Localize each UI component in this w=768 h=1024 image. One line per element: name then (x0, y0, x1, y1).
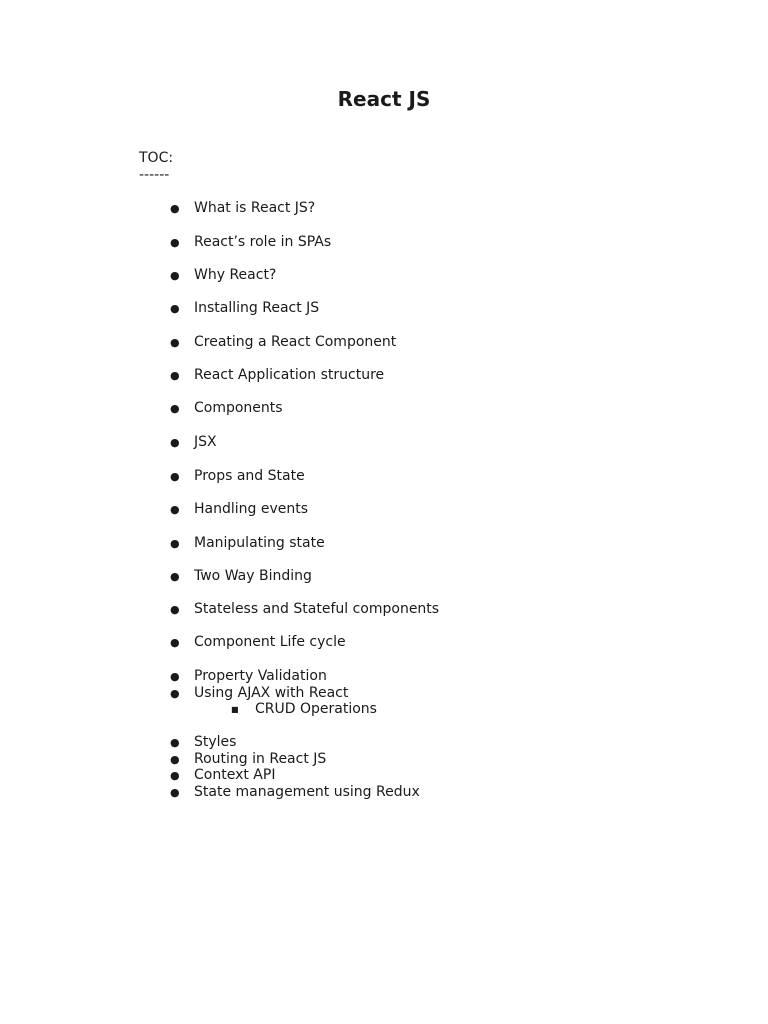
bullet-icon: ● (170, 736, 180, 749)
bullet-icon: ● (170, 769, 180, 782)
list-item-label: Props and State (194, 468, 305, 484)
list-item-label: Manipulating state (194, 535, 325, 551)
list-item (170, 367, 385, 384)
bullet-icon: ● (170, 753, 180, 766)
bullet-icon: ● (170, 503, 180, 516)
list-item (170, 468, 305, 485)
list-item-label: Why React? (194, 267, 277, 283)
list-item (170, 634, 346, 651)
list-item (170, 434, 217, 451)
list-item-label: Stateless and Stateful components (194, 601, 440, 617)
list-item (170, 668, 327, 685)
list-item-label: Handling events (194, 501, 309, 517)
list-item-label: React’s role in SPAs (194, 234, 332, 250)
list-item-label: Two Way Binding (194, 568, 312, 584)
list-item-label: Context API (194, 767, 276, 783)
toc-rule: ------ (139, 167, 170, 183)
list-item-label: Installing React JS (194, 300, 320, 316)
list-item (170, 334, 397, 351)
list-item-label: Component Life cycle (194, 634, 346, 650)
bullet-icon: ● (170, 786, 180, 799)
bullet-icon: ● (170, 236, 180, 249)
bullet-icon: ● (170, 687, 180, 700)
bullet-icon: ● (170, 636, 180, 649)
list-item (170, 501, 309, 518)
list-item (170, 234, 332, 251)
bullet-icon: ● (170, 603, 180, 616)
list-item-label: Creating a React Component (194, 334, 397, 350)
list-item (170, 300, 320, 317)
sub-list-item-label: CRUD Operations (255, 701, 377, 717)
list-item (170, 685, 349, 702)
bullet-icon: ● (170, 670, 180, 683)
bullet-icon: ● (170, 336, 180, 349)
list-item-label: Routing in React JS (194, 751, 327, 767)
list-item-label: Styles (194, 734, 237, 750)
square-bullet-icon: ■ (231, 705, 239, 714)
bullet-icon: ● (170, 369, 180, 382)
bullet-icon: ● (170, 202, 180, 215)
bullet-icon: ● (170, 537, 180, 550)
list-item-label: Using AJAX with React (194, 685, 349, 701)
bullet-icon: ● (170, 269, 180, 282)
toc-heading: TOC: (139, 150, 174, 166)
page-title: React JS (337, 87, 431, 111)
list-item (170, 767, 276, 784)
bullet-icon: ● (170, 470, 180, 483)
bullet-icon: ● (170, 402, 180, 415)
list-item (170, 200, 316, 217)
list-item (170, 751, 327, 768)
list-item (170, 734, 237, 751)
list-item (170, 535, 325, 552)
bullet-icon: ● (170, 302, 180, 315)
bullet-icon: ● (170, 570, 180, 583)
list-item-label: Components (194, 400, 283, 416)
list-item (170, 267, 277, 284)
list-item-label: React Application structure (194, 367, 385, 383)
list-item-label: Property Validation (194, 668, 327, 684)
list-item-label: JSX (194, 434, 217, 450)
list-item (170, 601, 440, 618)
sub-list-item (231, 701, 377, 718)
bullet-icon: ● (170, 436, 180, 449)
list-item (170, 400, 283, 417)
list-item (170, 568, 312, 585)
list-item-label: State management using Redux (194, 784, 420, 800)
list-item (170, 784, 420, 801)
list-item-label: What is React JS? (194, 200, 316, 216)
